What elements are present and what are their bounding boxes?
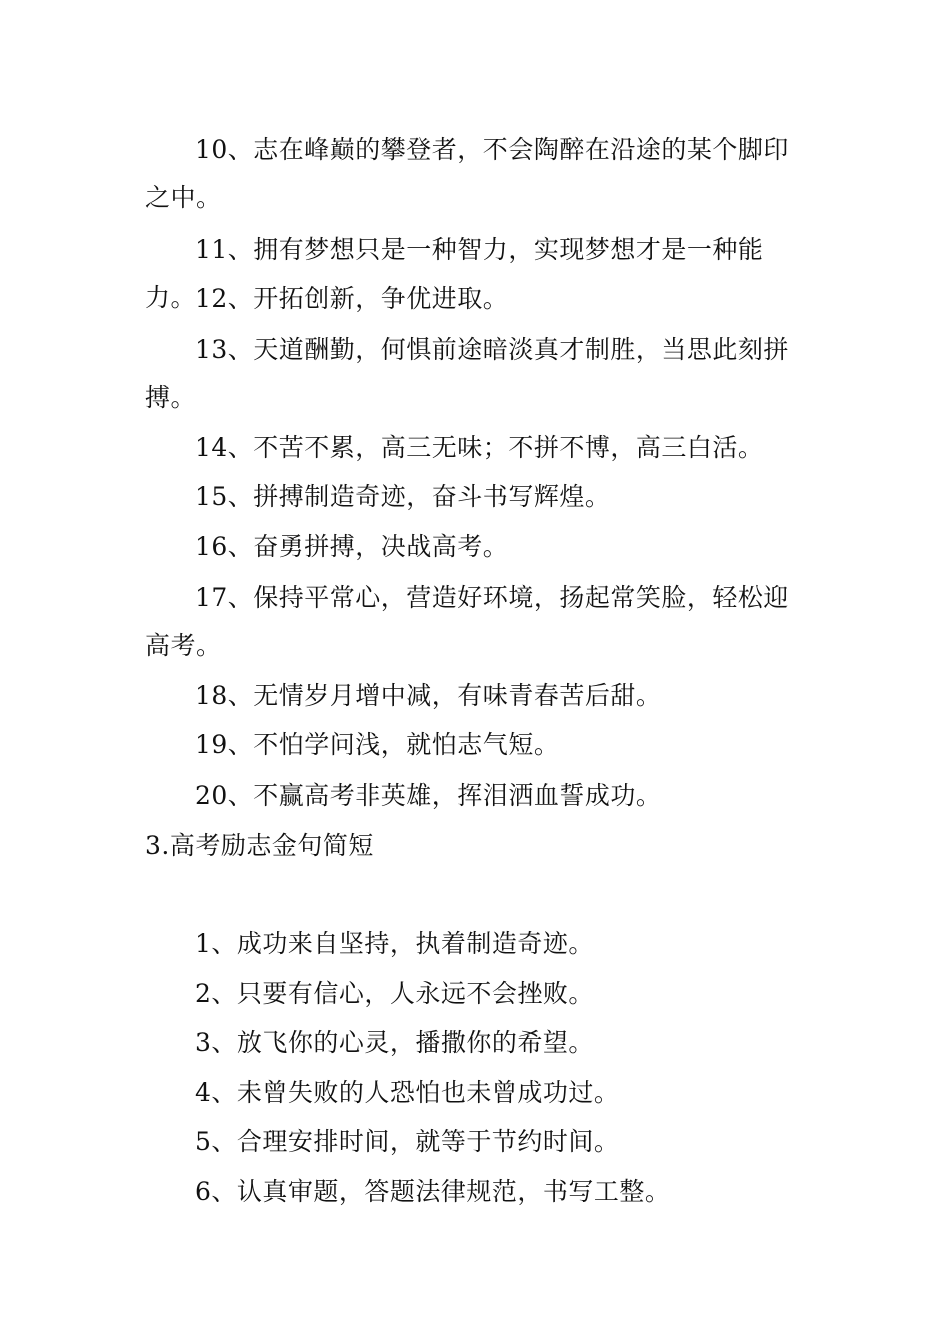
list-item-16: 16、奋勇拼搏，决战高考。	[195, 532, 509, 561]
list-item-1: 1、成功来自坚持，执着制造奇迹。	[195, 929, 594, 958]
list-item-6: 6、认真审题，答题法律规范，书写工整。	[195, 1177, 671, 1206]
list-item-20: 20、不赢高考非英雄，挥泪洒血誓成功。	[195, 781, 662, 810]
list-item-13: 13、天道酬勤，何惧前途暗淡真才制胜，当思此刻拼搏。	[145, 335, 789, 412]
list-item-11: 11、拥有梦想只是一种智力，实现梦想才是一种能力。	[145, 235, 764, 312]
list-item-15: 15、拼搏制造奇迹，奋斗书写辉煌。	[195, 482, 611, 511]
section-heading: 3.高考励志金句简短	[145, 831, 374, 860]
list-item-4: 4、未曾失败的人恐怕也未曾成功过。	[195, 1078, 620, 1107]
list-item-5: 5、合理安排时间，就等于节约时间。	[195, 1127, 620, 1156]
list-item-17: 17、保持平常心，营造好环境，扬起常笑脸，轻松迎高考。	[145, 583, 789, 660]
list-item-2: 2、只要有信心，人永远不会挫败。	[195, 979, 594, 1008]
list-item-19: 19、不怕学问浅，就怕志气短。	[195, 730, 560, 759]
list-item-14: 14、不苦不累，高三无味；不拼不博，高三白活。	[195, 433, 764, 462]
list-item-18: 18、无情岁月增中减，有味青春苦后甜。	[195, 681, 662, 710]
list-item-12: 12、开拓创新，争优进取。	[195, 284, 509, 313]
list-item-3: 3、放飞你的心灵，播撒你的希望。	[195, 1028, 594, 1057]
list-item-10: 10、志在峰巅的攀登者，不会陶醉在沿途的某个脚印之中。	[145, 135, 789, 212]
